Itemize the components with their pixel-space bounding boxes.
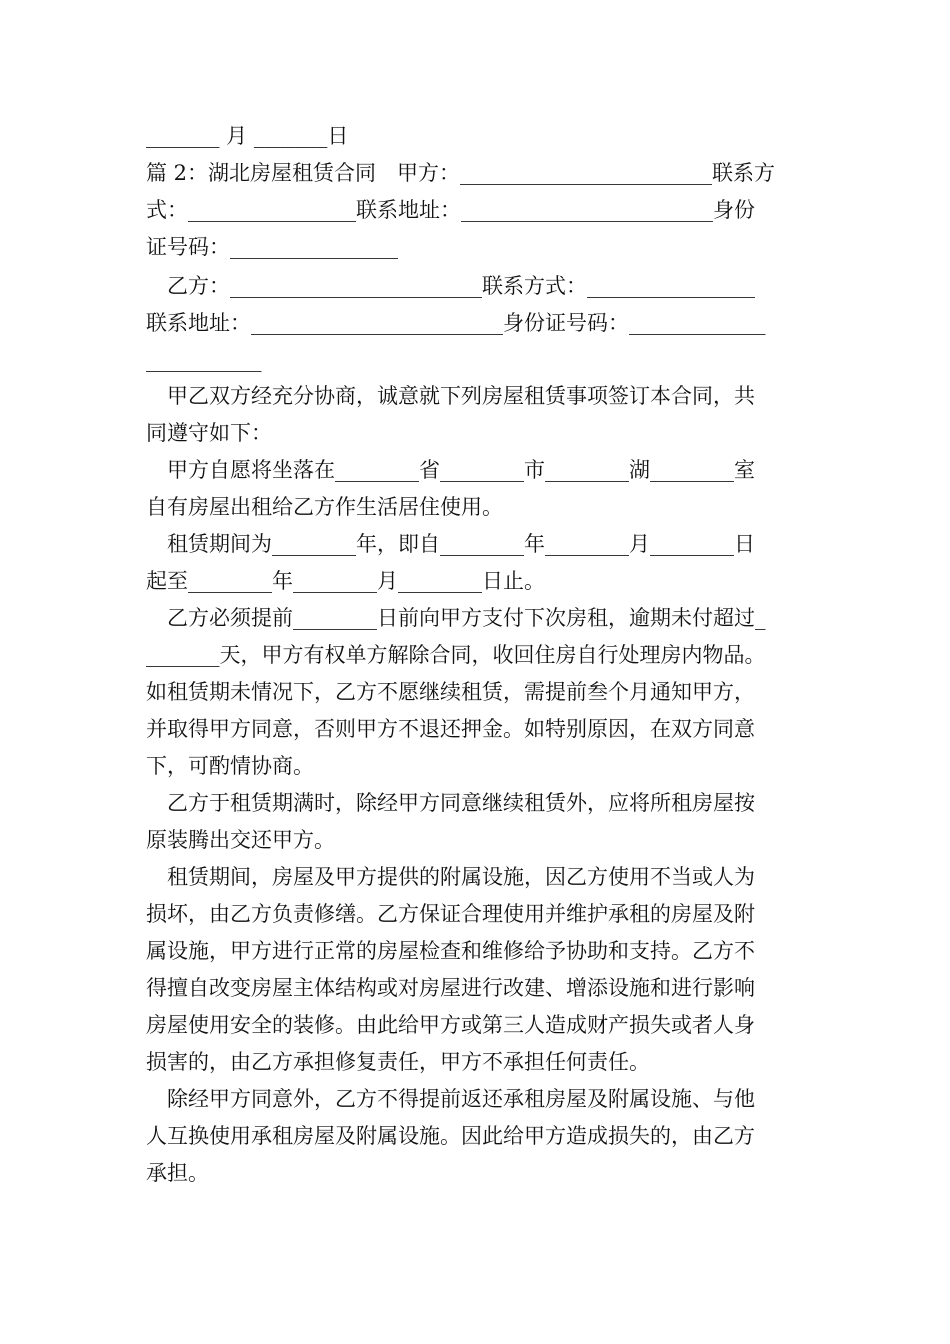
contract-body bbox=[146, 378, 810, 1192]
party-b-line: 联系地址：________________________身份证号码：_____________ bbox=[146, 311, 766, 335]
body-line: 自有房屋出租给乙方作生活居住使用。 bbox=[146, 495, 503, 519]
body-line: 甲方自愿将坐落在________省________市________湖________室 bbox=[146, 458, 755, 482]
body-line: 乙方于租赁期满时，除经甲方同意继续租赁外，应将所租房屋按 bbox=[146, 791, 755, 815]
header-line: 篇 2：湖北房屋租赁合同 甲方：________________________联系方 bbox=[146, 161, 776, 185]
body-line: 原装腾出交还甲方。 bbox=[146, 828, 335, 852]
party-b-line: ___________ bbox=[146, 348, 262, 372]
body-line: 租赁期间，房屋及甲方提供的附属设施，因乙方使用不当或人为 bbox=[146, 865, 755, 889]
body-line: 起至________年________月________日止。 bbox=[146, 569, 545, 593]
body-line: 下，可酌情协商。 bbox=[146, 754, 314, 778]
body-line: 并取得甲方同意，否则甲方不退还押金。如特别原因，在双方同意 bbox=[146, 717, 755, 741]
header-line: 证号码：________________ bbox=[146, 235, 398, 259]
body-line: 得擅自改变房屋主体结构或对房屋进行改建、增添设施和进行影响 bbox=[146, 976, 755, 1000]
body-line: 同遵守如下： bbox=[146, 421, 272, 445]
header-line: 式：________________联系地址：________________________身份 bbox=[146, 198, 755, 222]
body-line: 人互换使用承租房屋及附属设施。因此给甲方造成损失的，由乙方 bbox=[146, 1124, 755, 1148]
body-line: 如租赁期未情况下，乙方不愿继续租赁，需提前叁个月通知甲方， bbox=[146, 680, 755, 704]
date-line: _______ 月 _______日 bbox=[146, 124, 349, 148]
body-line: 乙方必须提前________日前向甲方支付下次房租，逾期未付超过_ bbox=[146, 606, 766, 630]
body-line: 损坏，由乙方负责修缮。乙方保证合理使用并维护承租的房屋及附 bbox=[146, 902, 755, 926]
body-line: 房屋使用安全的装修。由此给甲方或第三人造成财产损失或者人身 bbox=[146, 1013, 755, 1037]
body-line: 损害的，由乙方承担修复责任，甲方不承担任何责任。 bbox=[146, 1050, 650, 1074]
party-b-line: 乙方：________________________联系方式：________________ bbox=[146, 274, 755, 298]
body-line: 租赁期间为________年，即自________年________月________日 bbox=[146, 532, 755, 556]
contract-header bbox=[146, 155, 810, 266]
body-line: 属设施，甲方进行正常的房屋检查和维修给予协助和支持。乙方不 bbox=[146, 939, 755, 963]
body-line: 除经甲方同意外，乙方不得提前返还承租房屋及附属设施、与他 bbox=[146, 1087, 755, 1111]
party-b-info bbox=[146, 268, 810, 379]
body-line: _______天，甲方有权单方解除合同，收回住房自行处理房内物品。 bbox=[146, 643, 766, 667]
body-line: 承担。 bbox=[146, 1161, 209, 1185]
body-line: 甲乙双方经充分协商，诚意就下列房屋租赁事项签订本合同，共 bbox=[146, 384, 755, 408]
